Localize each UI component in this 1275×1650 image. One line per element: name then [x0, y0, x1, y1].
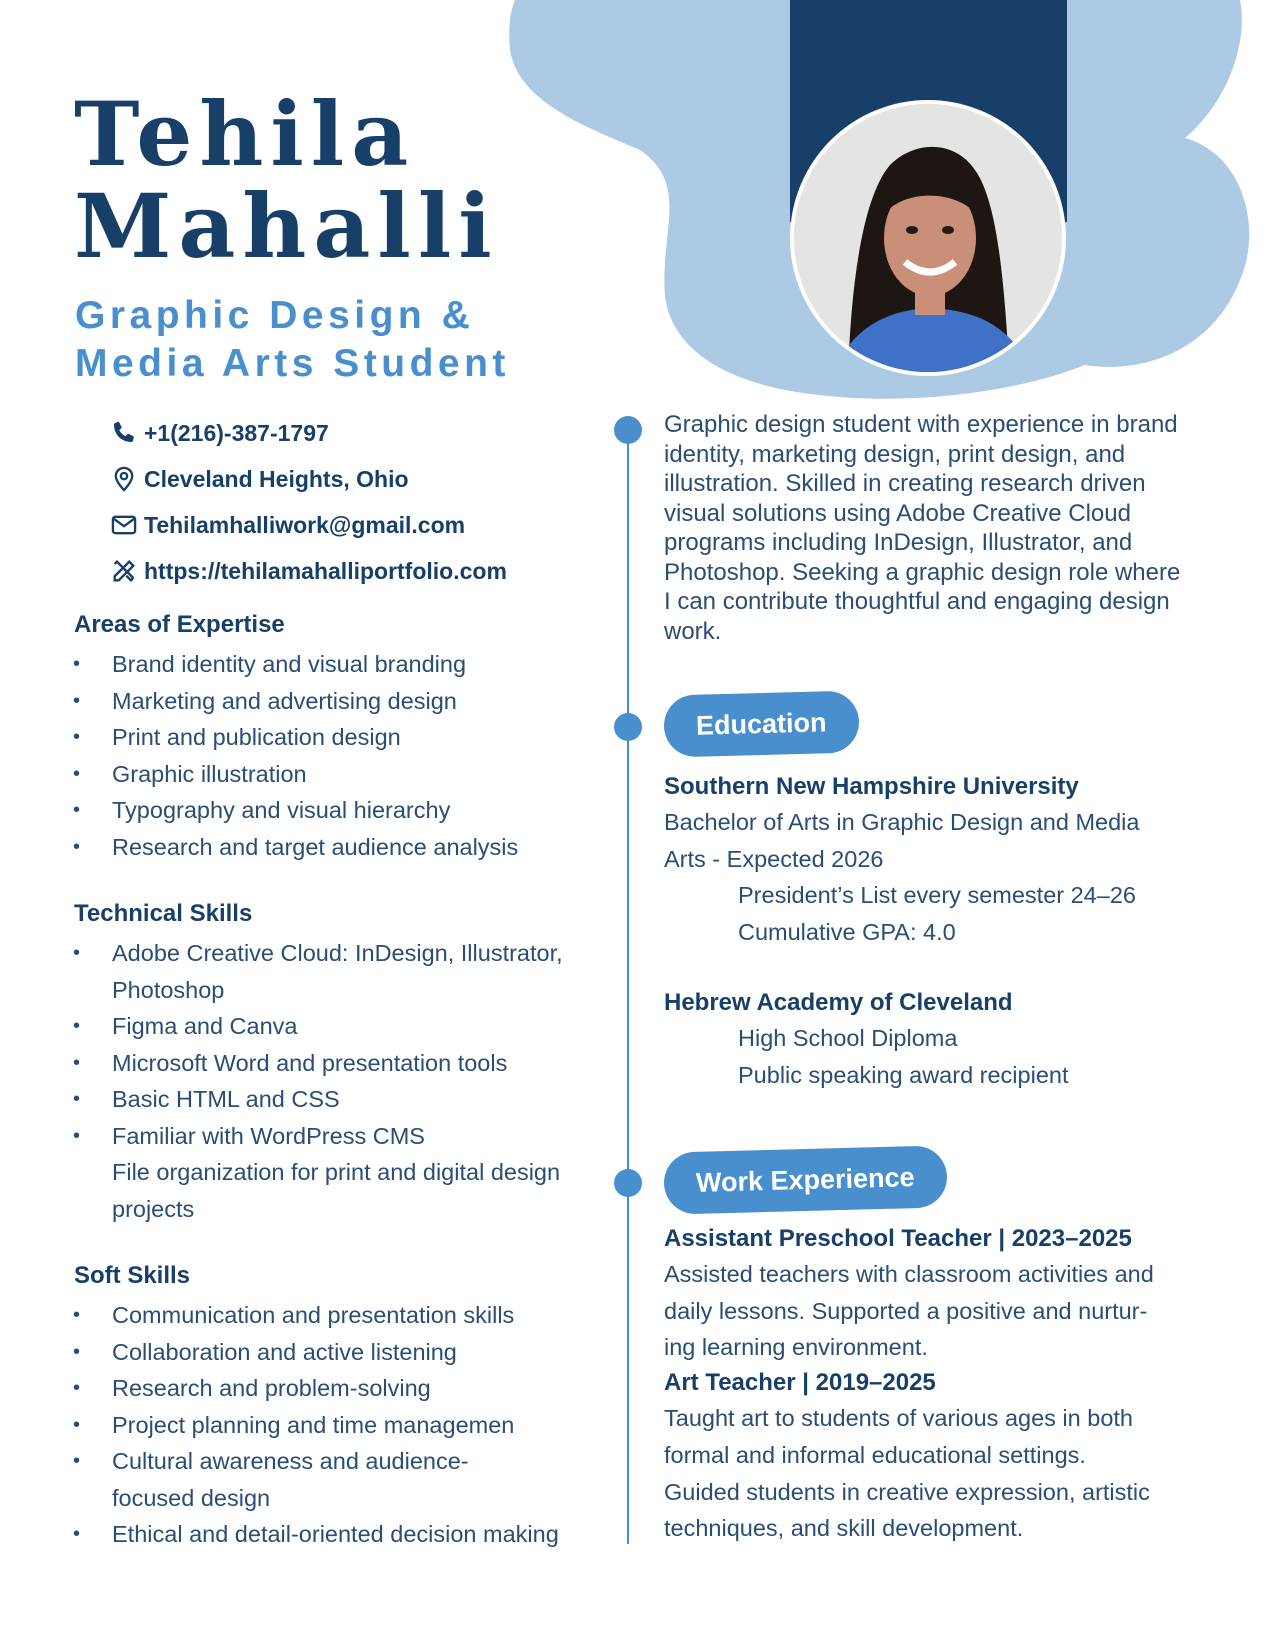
timeline-dot	[614, 713, 642, 741]
job-description-line: formal and informal educational settings.	[664, 1441, 1086, 1468]
subtitle-line-2: Media Arts Student	[75, 342, 510, 385]
list-item: • Ethical and detail-oriented decision making	[74, 1516, 614, 1553]
contact-email[interactable]	[110, 502, 507, 548]
school-name: Hebrew Academy of Cleveland	[664, 989, 1013, 1016]
technical-list	[74, 935, 614, 1227]
list-item-continued: focused design	[112, 1484, 271, 1511]
job-description-line: Assisted teachers with classroom activities and	[664, 1261, 1154, 1287]
degree-line: Bachelor of Arts in Graphic Design and Media	[664, 809, 1140, 835]
education-detail: Cumulative GPA: 4.0	[738, 918, 956, 945]
list-item-continued: Photoshop	[112, 976, 225, 1003]
email-text: Tehilamhalliwork@gmail.com	[144, 511, 466, 538]
timeline-dot	[614, 1169, 642, 1197]
list-item: • Research and problem-solving	[74, 1370, 614, 1407]
work-experience-heading: Work Experience	[663, 1145, 947, 1214]
work-section	[664, 1222, 1204, 1547]
job-description-line: Guided students in creative expression, artistic	[664, 1478, 1150, 1505]
soft-skills-heading: Soft Skills	[74, 1262, 191, 1289]
degree-line: Arts - Expected 2026	[664, 845, 884, 872]
expertise-list	[74, 646, 614, 865]
soft-skills-list	[74, 1297, 614, 1553]
profile-summary: Graphic design student with experience in brand identity, marketing design, print design, and illustration. Skilled in creating research driven visual solutions using Adobe Creative Cloud programs including InDesign, Illustrator, and Photoshop. Seeking a graphic design role where I can contribute thoughtful and engaging design work.	[664, 411, 1181, 645]
list-item: • Basic HTML and CSS	[74, 1081, 614, 1118]
education-section	[664, 770, 1204, 1093]
list-item: • Brand identity and visual branding	[74, 646, 614, 683]
list-item: File organization for print and digital design	[112, 1159, 561, 1185]
subtitle-line-1: Graphic Design &	[75, 294, 475, 337]
timeline-dot	[614, 416, 642, 444]
list-item-continued: projects	[112, 1195, 195, 1222]
email-icon	[110, 510, 144, 540]
job-description-line: ing learning environment.	[664, 1334, 928, 1361]
job-title: Art Teacher | 2019–2025	[664, 1369, 936, 1397]
list-item: • Graphic illustration	[74, 756, 614, 793]
expertise-heading: Areas of Expertise	[74, 611, 285, 638]
timeline-line	[627, 428, 629, 1544]
contact-list	[110, 410, 507, 594]
list-item: • Marketing and advertising design	[74, 683, 614, 720]
candidate-name	[74, 82, 499, 278]
location-pin-icon	[110, 464, 144, 494]
education-detail: High School Diploma	[738, 1025, 958, 1051]
list-item: • Adobe Creative Cloud: InDesign, Illustrator,	[74, 935, 614, 972]
list-item: • Microsoft Word and presentation tools	[74, 1045, 614, 1082]
education-detail: Public speaking award recipient	[738, 1061, 1069, 1088]
list-item: • Familiar with WordPress CMS	[74, 1118, 614, 1155]
job-description-line: daily lessons. Supported a positive and nurtur-	[664, 1297, 1148, 1324]
job-title: Assistant Preschool Teacher | 2023–2025	[664, 1225, 1132, 1252]
phone-icon	[110, 418, 144, 448]
contact-portfolio[interactable]	[110, 548, 507, 594]
job-description-line: Taught art to students of various ages in both	[664, 1405, 1133, 1432]
job-title	[75, 292, 510, 388]
technical-heading: Technical Skills	[74, 900, 253, 927]
list-item: • Project planning and time managemen	[74, 1407, 614, 1444]
school-name: Southern New Hampshire University	[664, 773, 1079, 800]
skills-column	[74, 610, 614, 1553]
job-description-line: techniques, and skill development.	[664, 1515, 1024, 1542]
list-item: • Communication and presentation skills	[74, 1297, 614, 1334]
list-item: • Figma and Canva	[74, 1008, 614, 1045]
pencil-ruler-icon	[110, 556, 144, 586]
phone-text: +1(216)-387-1797	[144, 419, 329, 446]
last-name: Mahalli	[74, 174, 499, 278]
education-detail: President’s List every semester 24–26	[738, 882, 1136, 908]
list-item: • Typography and visual hierarchy	[74, 792, 614, 829]
list-item: • Research and target audience analysis	[74, 829, 614, 866]
list-item: • Cultural awareness and audience-	[74, 1443, 614, 1480]
list-item: • Print and publication design	[74, 719, 614, 756]
first-name: Tehila	[74, 82, 416, 186]
portfolio-link: https://tehilamahalliportfolio.com	[144, 557, 507, 584]
location-text: Cleveland Heights, Ohio	[144, 465, 409, 492]
education-heading: Education	[663, 690, 859, 757]
list-item: • Collaboration and active listening	[74, 1334, 614, 1371]
contact-location	[110, 456, 507, 502]
contact-phone[interactable]	[110, 410, 507, 456]
